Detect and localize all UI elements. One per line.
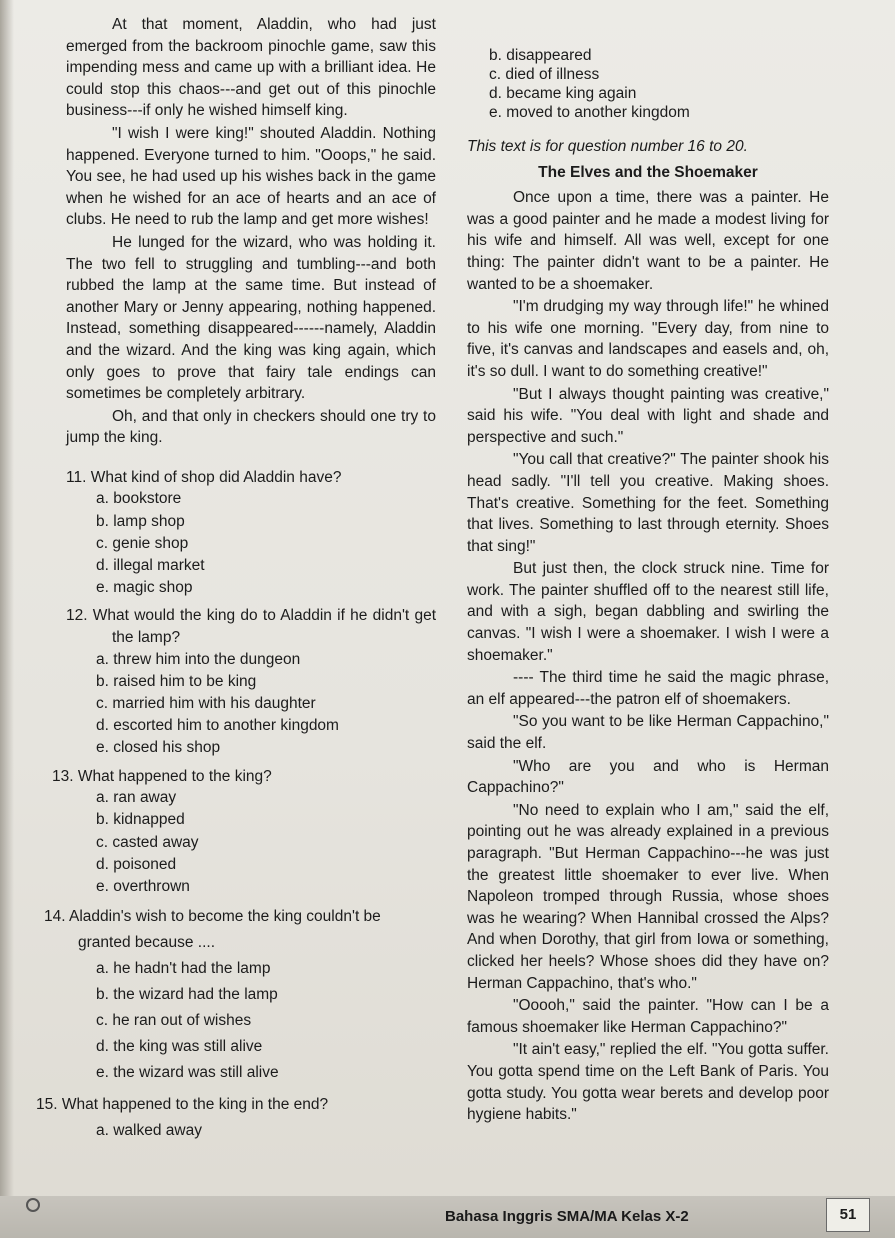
- book-title: Bahasa Inggris SMA/MA Kelas X-2: [445, 1208, 689, 1225]
- story-paragraph: "No need to explain who I am," said the elf, pointing out he was already explained in a previous paragraph. "But Herman Cappachino---he was just the greatest little shoemaker to ever live. When Napoleon tromped through Russia, whose shoes was he wearing? When Hannibal crossed the Alps? And when Dorothy, that girl from Iowa or something, clicked her heels? Whose shoes did they have on? Herman Cappachino, that's who.": [467, 801, 829, 992]
- question-12: [66, 605, 436, 759]
- left-column: [36, 14, 436, 1144]
- story-paragraph: "It ain't easy," replied the elf. "You gotta suffer. You gotta spend time on the Left Bank of Paris. You gotta study. You gotta wear berets and develop poor hygiene habits.": [467, 1041, 829, 1124]
- answer-option: d. poisoned: [96, 855, 177, 873]
- question-stem: 13. What happened to the king?: [52, 767, 272, 785]
- story-paragraph: "I'm drudging my way through life!" he whined to his wife one morning. "Every day, from nine to five, it's canvas and landscapes and easels and, oh, it's so dull. I want to do something creative!": [467, 298, 829, 380]
- answer-option: e. moved to another kingdom: [489, 104, 690, 121]
- answer-option: c. died of illness: [489, 66, 600, 83]
- answer-option: b. kidnapped: [96, 811, 185, 829]
- answer-option: d. illegal market: [96, 557, 205, 575]
- answer-option: e. magic shop: [96, 579, 193, 597]
- answer-option: b. raised him to be king: [96, 672, 257, 690]
- story-paragraph: At that moment, Aladdin, who had just emerged from the backroom pinochle game, saw this impending mess and came up with a brilliant idea. He could stop this chaos---and get out of this pinochle business---if only he wished himself king.: [66, 16, 436, 120]
- answer-option: b. disappeared: [489, 47, 592, 64]
- answer-option: a. walked away: [96, 1122, 202, 1140]
- story-paragraph: "But I always thought painting was creative," said his wife. "You deal with light and shade and perspective and such.": [467, 385, 829, 446]
- story-paragraph: "Ooooh," said the painter. "How can I be a famous shoemaker like Herman Cappachino?": [467, 997, 829, 1036]
- question-stem: 12. What would the king do to Aladdin if he didn't get the lamp?: [66, 607, 436, 647]
- story-paragraph: "So you want to be like Herman Cappachino," said the elf.: [467, 713, 829, 753]
- story-paragraph: Once upon a time, there was a painter. He was a good painter and he made a modest living for his wife and himself. All was well, except for one thing: The painter didn't want to be a painter. He wanted to be a shoemaker.: [467, 189, 829, 293]
- answer-option: b. lamp shop: [96, 512, 185, 530]
- story-paragraph: But just then, the clock struck nine. Time for work. The painter shuffled off to the nearest still life, and with a sigh, began dabbling and swirling the canvas. "I wish I were a shoemaker. I wish I were a shoemaker.": [467, 560, 829, 664]
- question-11: [66, 467, 436, 600]
- answer-option: c. casted away: [96, 833, 199, 851]
- answer-option: e. closed his shop: [96, 739, 221, 757]
- binder-hole-icon: [26, 1198, 40, 1212]
- answer-option: a. bookstore: [96, 490, 182, 508]
- answer-option: c. genie shop: [96, 534, 189, 552]
- answer-option: e. the wizard was still alive: [96, 1064, 279, 1082]
- answer-option: c. he ran out of wishes: [96, 1012, 252, 1030]
- question-13: [52, 766, 436, 899]
- question-stem: 11. What kind of shop did Aladdin have?: [66, 468, 342, 486]
- answer-option: d. became king again: [489, 85, 637, 102]
- answer-option: a. ran away: [96, 789, 177, 807]
- story-paragraph: "You call that creative?" The painter shook his head sadly. "I'll tell you creative. Making shoes. That's creative. Something for the feet. Something that lives. Something to last through eternity. Shoes that sing!": [467, 451, 829, 555]
- answer-option: e. overthrown: [96, 878, 190, 896]
- answer-option: b. the wizard had the lamp: [96, 986, 278, 1004]
- answer-option: a. he hadn't had the lamp: [96, 960, 271, 978]
- question-stem: 15. What happened to the king in the end?: [36, 1096, 329, 1114]
- question-15: [36, 1092, 436, 1144]
- page-number: 51: [826, 1198, 870, 1232]
- story-paragraph: "Who are you and who is Herman Cappachino?": [467, 757, 829, 797]
- reading-instruction: This text is for question number 16 to 20.: [467, 138, 748, 155]
- story-paragraph: He lunged for the wizard, who was holding it. The two fell to struggling and tumbling---and both rubbed the lamp at the same time. But instead of another Mary or Jenny appearing, nothing happened. Instead, something disappeared------namely, Aladdin and the wizard. And the king was king again, which only goes to prove that fairy tale endings can sometimes be completely arbitrary.: [66, 233, 436, 403]
- question-stem: 14. Aladdin's wish to become the king couldn't be granted because ....: [44, 908, 381, 952]
- story-paragraph: "I wish I were king!" shouted Aladdin. Nothing happened. Everyone turned to him. "Ooops," he said. You see, he had used up his wishes back in the game when he wished for an ace of hearts and an ace of clubs. He need to rub the lamp and get more wishes!: [66, 124, 436, 229]
- right-column: [467, 48, 829, 1127]
- answer-option: d. escorted him to another kingdom: [96, 717, 339, 735]
- story-title: The Elves and the Shoemaker: [538, 163, 758, 181]
- page-edge-shadow: [0, 0, 14, 1238]
- continued-options: [467, 46, 829, 122]
- story-paragraph: ---- The third time he said the magic phrase, an elf appeared---the patron elf of shoemakers.: [467, 669, 829, 708]
- answer-option: c. married him with his daughter: [96, 695, 316, 713]
- story-paragraph: Oh, and that only in checkers should one try to jump the king.: [66, 407, 436, 447]
- answer-option: a. threw him into the dungeon: [96, 650, 301, 668]
- question-14: [44, 904, 436, 1086]
- answer-option: d. the king was still alive: [96, 1038, 263, 1056]
